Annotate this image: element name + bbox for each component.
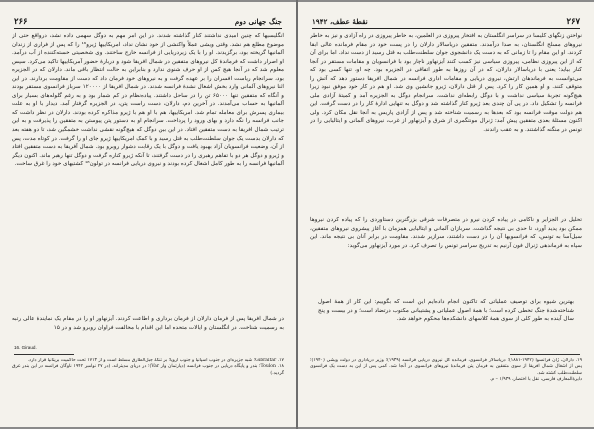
paragraph: در شمال افریقا پس از فرمان دارلان از فرمان برداری و اطاعت کردند. آیزنهاور او را در مقام یک نمایندهٔ عالی رتبه به رسمیت شناخت. در انگلستان و ایالات متحده اما این اقدام با مخالفت فراوان روبرو شد و در ۱۵: [12, 316, 284, 331]
footnote: ۱۷. Gibraltar؛ شبه جزیره‌ای در جنوب اسپانیا و جنوب اروپا؛ بر تنگهٔ جبل‌الطارق مسلط است و از ۱۷۱۳ تحت حاکمیت بریتانیا قرار دارد.: [27, 358, 284, 363]
right-body-text: [310, 32, 582, 212]
left-body-text: [12, 32, 284, 312]
footnote: دایرةالمعارف فارسی، نقل با اختصار، ۱/۹۳۹ – م.: [489, 377, 582, 383]
block-quote: [318, 298, 574, 348]
page-number: ۲۶۶: [14, 16, 28, 26]
footnote-rule: [14, 354, 74, 355]
paragraph: نواختن زنگهای کلیسا در سراسر انگلستان به افتخار پیروزی در العلمین، به خاطر پیروزی در راه آزادی و نیز به خاطر نیروهای مسلح انگلستان، به صدا درآمدند. متفقین دریاسالار دارلان را در پست خود در مقام فرمانده عالی ابقا کردند. او این مقام را تا زمانی که به دست یک دانشجوی جوان سلطنت‌طلب به قتل رسید از دست نداد. اما برای آن که از این پیروزی نظامی، پیروزی سیاسی نیز کسب کنند آیزنهاور ناچار بود با فرانسویان و مقامات مستقر در آنجا کنار بیاید؛ یعنی با دریاسالار دارلان، که در آن روزها به طور اتفاقی در الجزیره بود. چه او، تنها کسی بود که می‌توانست به فرماندهان ارتش، نیروی دریایی و مقامات اداری فرانسه در شمال افریقا دستور دهد که آتش را متوقف کنند. و او همین کار را کرد. پس از قتل دارلان، ژیرو جانشین وی شد. او هم در کار خود موفق نبود زیرا هیچ‌گونه تجربهٔ سیاسی نداشت و با دوگل رابطه‌ای نداشت. سرانجام دوگل به الجزیره آمد و کمیتهٔ آزادی ملی فرانسه را تشکیل داد. در پی آن چندی بعد ژیرو کنار گذاشته شد و دوگل به تنهایی ادارهٔ کار را در دست گرفت. این هم دولت موقت فرانسه بود که بعدها به رسمیت شناخته شد و پس از آزادی پاریس به آنجا نقل مکان کرد. ولی اکنون مسئلهٔ بعدی متفقین پیش آمد: ژنرال مونتگمری از شرق و آیزنهاور از غرب، نیروهای آلمانی و ایتالیایی را در تونس در منگنه گذاشتند. و به عقب راندند.: [310, 33, 582, 134]
running-title: نقطهٔ عطف، ۱۹۴۲: [312, 17, 368, 26]
right-body-text-2: [310, 216, 582, 294]
footnote-latin-marker: 16. Giraud.: [14, 345, 37, 350]
left-body-text-2: [12, 315, 284, 342]
left-page-header: [14, 14, 282, 26]
right-footnotes: [310, 358, 582, 422]
header-rule: [14, 28, 282, 29]
right-page-header: [312, 14, 580, 26]
paragraph: انگلیسیها که چنین امیدی نداشتند کنار گذاشته شدند. در این امر مهم به دوگل سهمی داده نشد، درواقع حتی از موضوع مطلع هم نشد. وقتی ویشی عملاً واکنشی از خود نشان نداد، امریکاییها ژیرو¹⁶ را که پس از فراری از زندان آلمانیها گریخته بود، برگزیدند. او را با یک زیردریایی از فرانسه خارج ساختند. وی شخصیتی خسته‌کننده از آب درآمد. او اصرار داشت که فرماندهٔ کل نیروهای متفقین در شمال افریقا شود و دربارهٔ حضور آمریکاییها تاکید می‌کرد. سپس معلوم شد که در آنجا هیچ کس از او حرف شنوی ندارد و بنابراین به حالت انتظار باقی ماند. دارلان که در الجزیره بود، سرانجام ریاست افسران را بر عهده گرفت و به نیروهای خود فرمان داد که دست از مقاومت بردارند. در این اثنا نیروهای آلمانی وارد بخش اشغال نشدهٔ فرانسه شدند. در شمال افریقا از ۱۲۰۰۰۰ سرباز فرانسوی مستقر بودند و آنگاه که متفقین تنها ۶۵۰۰۰ تن را در ساحل داشتند. پیاده‌نظام در کم شمار بود و به رغم گلوله‌های بسیار برای آلمانیها به حساب می‌آمدند. در آخرین دم، دارلان، دست راست پتن، در الجزیره گرفتار آمد. دیدار با او به علت بیماری پسرش برای معامله تمام شد. امریکاییها، هم با او هم با ژیرو مذاکره کرده بودند. دارلان در نظر داشت که جانب فرانسه را نگه دارد و بهای ورود را پرداخت. سرانجام او به دستور پتن پیوستن به متفقین را پذیرفت و به این ترتیب شمال افریقا به دست متفقین افتاد. در این بین دوگل که هیچ‌گونه نقشی نداشت خشمگین شد، تا دو هفته بعد که دارلان بدست یک جوان سلطنت‌طلب به قتل رسید و با کمک امریکاییها ژیرو جای او را گرفت. در کوتاه مدت، پس از آن، وضعیت فرانسویان آزاد بهبود یافت و دوگل با یک رقابت دشوار روبرو بود. شمال آفریقا به دست متفقین افتاد و ژیرو و دوگل هر دو با تفاهم رهبری را در دست گرفتند، تا آنکه ژیرو کناره گرفت و دوگل تنها رهبر ماند. اکنون دیگر آلمانیها فرانسه را به طور کامل اشغال کرده بودند و نیروی دریایی فرانسه در تولون¹⁸ کشتیهای خود را غرق ساخت.: [12, 33, 284, 168]
footnote: ۱۹. دارلان، ژان فرانسوا (۱۹۴۲-۱۸۸۱)؛ دریاسالار فرانسوی، فرمانده کل نیروی دریایی فرانسه (۱۹۳۹)؛ وزیر دریاداری در دولت ویشی (۱۹۴۰)؛ پس از اشغال شمال افریقا از سوی متفقین به فرمان پتن فرماندهٔ نیروهای فرانسوی در آنجا شد. کمی پس از این به دست یک فرانسوی سلطنت‌طلب کشته شد.: [310, 358, 582, 376]
left-page: [0, 2, 296, 427]
right-page: [298, 2, 594, 427]
quote-text: بهترین شیوه برای توصیف عملیاتی که تاکنون انجام داده‌ایم این است که بگوییم: این کار از همهٔ اصول شناخته‌شدهٔ جنگ تخطی کرده است؛ با همهٔ اصول عملیاتی و پشتیبانی مکتوب درتضاد است؛ و در بیست و پنج سال آینده به طور کلی از سوی همهٔ کلاسهای دانشکده‌ها محکوم خواهد شد.: [318, 299, 574, 323]
footnote-rule: [510, 354, 580, 355]
left-footnotes: [12, 358, 284, 422]
footnote: ۱۸. Toulon؛ بندر و پایگاه دریایی در جنوب فرانسه (دپارتمان وار Var)؛ در دریای مدیترانه. (در ۲۷ نوامبر ۱۹۴۲ ناوگان فرانسه در این بندر غرق گردید.): [12, 364, 284, 376]
running-title: جنگ جهانی دوم: [234, 17, 282, 26]
header-rule: [312, 28, 580, 29]
paragraph: تحلیل در الجزایر و ناکامی در پیاده کردن نیرو در متصرفات شرقی بزرگترین دستاوردی را که پیاده کردن نیروها ممکن بود پدید آورد، تا حدی بی نتیجه گذاشت. سربازان آلمانی و ایتالیایی همزمان با آغاز پیشروی نیروهای متفقین، سیل‌آسا به تونس، که فرانسویها آن را در دست داشتند، سرازیر شدند. مقاومت در برابر آنان بی نتیجه ماند. این سپاه به فرماندهی ژنرال فون آرنیم به تدریج سراسر تونس را تصرف کرد. در مورد آیزنهاور می‌گوید:: [310, 217, 582, 249]
page-number: ۲۶۷: [566, 16, 580, 26]
